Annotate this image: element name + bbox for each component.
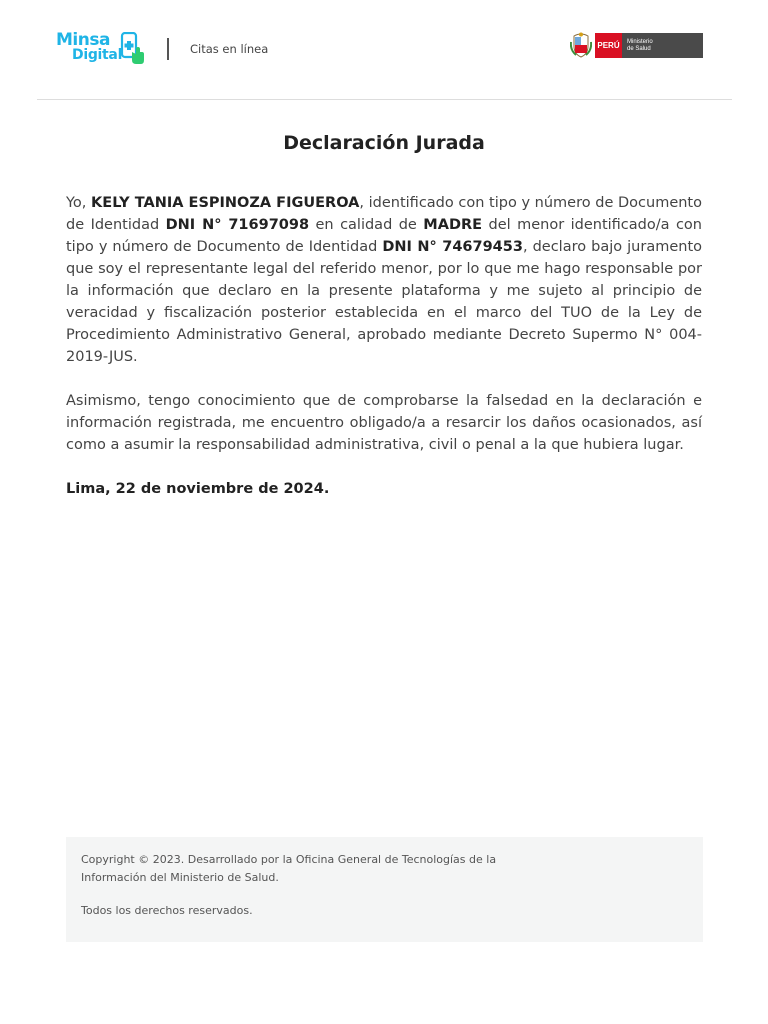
gov-ministry-label <box>622 33 703 58</box>
text-p1-b: en calidad de <box>309 217 424 233</box>
gov-ministry-line1: Ministerio <box>627 39 653 45</box>
minor-dni: DNI N° 74679453 <box>382 239 523 255</box>
page-footer <box>66 837 703 942</box>
page-title: Declaración Jurada <box>283 132 485 154</box>
page-header <box>0 0 768 100</box>
gov-country-label: PERÚ <box>595 33 622 58</box>
declaration-paragraph-1 <box>66 192 702 368</box>
declarant-role: MADRE <box>423 217 483 233</box>
declaration-paragraph-2: Asimismo, tengo conocimiento que de comprobarse la falsedad en la declaración e información registrada, me encuentro obligado/a a resarcir los daños ocasionados, así como a asumir la responsabilidad administrativa, civil o penal a la que hubiera lugar. <box>66 393 702 453</box>
text-p1-c: del menor identificado/a con tipo y número de Documento de Identidad <box>66 217 702 255</box>
header-separator <box>37 99 732 100</box>
text-p1-d: , declaro bajo juramento que soy el representante legal del referido menor, por lo que me hago responsable por la información que declaro en la presente plataforma y me sujeto al principio de veracidad y fiscalización posterior establecida en el marco del TUO de la Ley de Procedimiento Administrativo General, aprobado mediante Decreto Supermo N° 004-2019-JUS. <box>66 239 703 365</box>
peru-ministry-logo[interactable] <box>570 32 703 59</box>
declarant-dni: DNI N° 71697098 <box>165 217 310 233</box>
header-subtitle: Citas en línea <box>190 42 269 56</box>
footer-copyright: Copyright © 2023. Desarrollado por la Oficina General de Tecnologías de la Información del Ministerio de Salud. <box>81 853 497 884</box>
declaration-body <box>66 192 702 522</box>
declarant-name: KELY TANIA ESPINOZA FIGUEROA <box>91 195 360 211</box>
text-yo: Yo, <box>66 195 92 211</box>
minsa-digital-logo[interactable] <box>56 30 146 66</box>
logo-text-minsa: Minsa <box>56 30 110 50</box>
footer-rights: Todos los derechos reservados. <box>81 904 253 917</box>
phone-touch-icon <box>120 32 146 66</box>
text-p1-a: , identificado con tipo y número de Documento de Identidad <box>66 195 702 233</box>
header-divider <box>167 38 169 60</box>
gov-ministry-line2: de Salud <box>627 46 651 52</box>
place-and-date: Lima, 22 de noviembre de 2024. <box>66 481 330 497</box>
national-shield-icon <box>570 32 592 59</box>
logo-text-digital: Digital <box>72 47 123 63</box>
